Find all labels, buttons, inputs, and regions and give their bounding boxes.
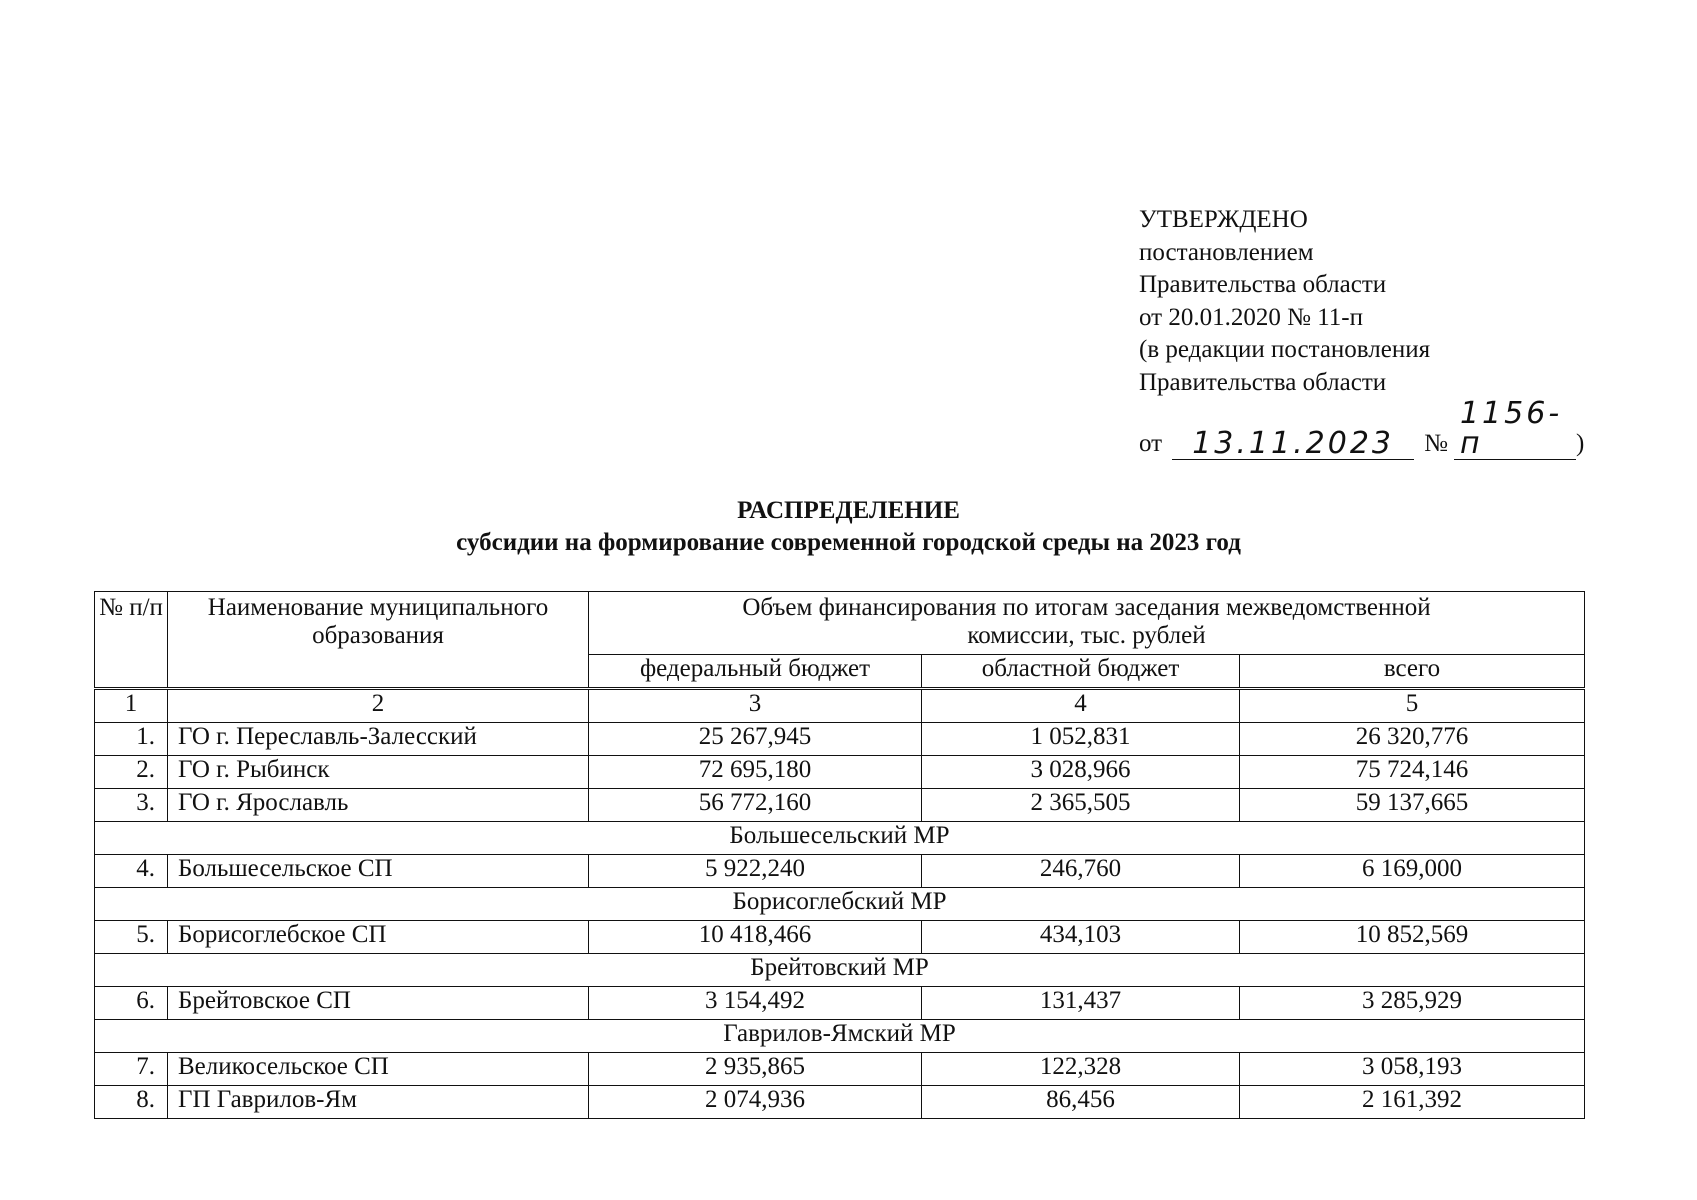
total-value: 6 169,000 [1240, 855, 1585, 888]
federal-value: 2 935,865 [589, 1053, 922, 1086]
approval-line: от 20.01.2020 № 11-п [1139, 303, 1363, 331]
header-name: Наименование муниципального образования [168, 592, 589, 689]
district-row [95, 822, 1585, 855]
federal-value: 72 695,180 [589, 756, 922, 789]
table-row [95, 987, 1585, 1020]
federal-value: 25 267,945 [589, 723, 922, 756]
row-number: 4. [95, 855, 168, 888]
municipality-name: ГО г. Переславль-Залесский [168, 723, 589, 756]
header-funding: Объем финансирования по итогам заседания межведомственной комиссии, тыс. рублей [589, 592, 1585, 655]
number-sign: № [1424, 429, 1448, 457]
district-row [95, 888, 1585, 921]
regional-value: 122,328 [922, 1053, 1240, 1086]
regional-value: 2 365,505 [922, 789, 1240, 822]
approval-block [1139, 204, 1584, 460]
district-name: Брейтовский МР [95, 954, 1585, 987]
municipality-name: Борисоглебское СП [168, 921, 589, 954]
subsidy-table [94, 591, 1585, 1119]
table-row [95, 789, 1585, 822]
col-number: 1 [95, 689, 168, 723]
district-name: Борисоглебский МР [95, 888, 1585, 921]
handwritten-date: 13.11.2023 [1172, 429, 1414, 460]
col-number: 3 [589, 689, 922, 723]
table-row [95, 756, 1585, 789]
handwritten-number: 1156-п [1454, 399, 1576, 460]
header-total: всего [1240, 655, 1585, 689]
col-number: 5 [1240, 689, 1585, 723]
total-value: 26 320,776 [1240, 723, 1585, 756]
approval-line: постановлением [1139, 238, 1314, 266]
total-value: 3 285,929 [1240, 987, 1585, 1020]
regional-value: 246,760 [922, 855, 1240, 888]
regional-value: 434,103 [922, 921, 1240, 954]
header-row [95, 592, 1585, 655]
header-federal: федеральный бюджет [589, 655, 922, 689]
regional-value: 86,456 [922, 1086, 1240, 1119]
total-value: 10 852,569 [1240, 921, 1585, 954]
col-number: 4 [922, 689, 1240, 723]
municipality-name: Брейтовское СП [168, 987, 589, 1020]
row-number: 8. [95, 1086, 168, 1119]
amendment-date-line [1139, 396, 1585, 461]
total-value: 75 724,146 [1240, 756, 1585, 789]
table-row [95, 855, 1585, 888]
row-number: 1. [95, 723, 168, 756]
federal-value: 2 074,936 [589, 1086, 922, 1119]
approval-line: (в редакции постановления [1139, 336, 1431, 363]
federal-value: 5 922,240 [589, 855, 922, 888]
row-number: 2. [95, 756, 168, 789]
municipality-name: ГО г. Ярославль [168, 789, 589, 822]
district-row [95, 1020, 1585, 1053]
total-value: 59 137,665 [1240, 789, 1585, 822]
table-row [95, 1086, 1585, 1119]
federal-value: 10 418,466 [589, 921, 922, 954]
federal-value: 3 154,492 [589, 987, 922, 1020]
municipality-name: ГО г. Рыбинск [168, 756, 589, 789]
district-name: Большесельский МР [95, 822, 1585, 855]
document-subtitle: субсидии на формирование современной городской среды на 2023 год [456, 529, 1241, 556]
district-row [95, 954, 1585, 987]
total-value: 3 058,193 [1240, 1053, 1585, 1086]
header-no: № п/п [95, 592, 168, 689]
municipality-name: Великосельское СП [168, 1053, 589, 1086]
approval-line: Правительства области [1139, 368, 1387, 396]
approval-heading: УТВЕРЖДЕНО [1139, 206, 1308, 233]
column-numbers-row [95, 689, 1585, 723]
header-regional: областной бюджет [922, 655, 1240, 689]
row-number: 3. [95, 789, 168, 822]
district-name: Гаврилов-Ямский МР [95, 1020, 1585, 1053]
row-number: 5. [95, 921, 168, 954]
municipality-name: ГП Гаврилов-Ям [168, 1086, 589, 1119]
federal-value: 56 772,160 [589, 789, 922, 822]
table-row [95, 921, 1585, 954]
closing-paren: ) [1575, 429, 1585, 457]
total-value: 2 161,392 [1240, 1086, 1585, 1119]
from-label: от [1139, 429, 1163, 457]
regional-value: 1 052,831 [922, 723, 1240, 756]
regional-value: 3 028,966 [922, 756, 1240, 789]
document-title: РАСПРЕДЕЛЕНИЕ [737, 497, 960, 524]
col-number: 2 [168, 689, 589, 723]
table-row [95, 723, 1585, 756]
municipality-name: Большесельское СП [168, 855, 589, 888]
approval-line: Правительства области [1139, 271, 1387, 298]
regional-value: 131,437 [922, 987, 1240, 1020]
table-row [95, 1053, 1585, 1086]
row-number: 6. [95, 987, 168, 1020]
row-number: 7. [95, 1053, 168, 1086]
